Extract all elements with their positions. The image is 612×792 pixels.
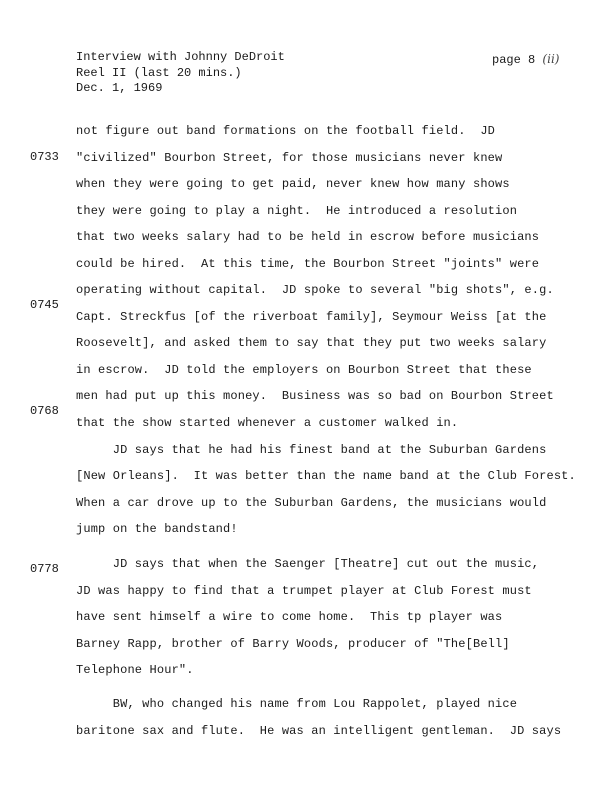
margin-timecode: 0745 bbox=[30, 298, 59, 312]
text-line: Barney Rapp, brother of Barry Woods, producer of "The[Bell] bbox=[76, 637, 510, 651]
header-interview-title: Interview with Johnny DeDroit bbox=[76, 50, 285, 64]
text-line: men had put up this money. Business was so bad on Bourbon Street bbox=[76, 389, 554, 403]
page-label: page 8 bbox=[492, 53, 536, 67]
text-line: operating without capital. JD spoke to several "big shots", e.g. bbox=[76, 283, 554, 297]
text-line: that the show started whenever a customer walked in. bbox=[76, 416, 459, 430]
document-header bbox=[76, 50, 285, 97]
text-line: "civilized" Bourbon Street, for those musicians never knew bbox=[76, 151, 503, 165]
page-number bbox=[492, 52, 559, 67]
text-line: [New Orleans]. It was better than the name band at the Club Forest. bbox=[76, 469, 576, 483]
text-line: they were going to play a night. He introduced a resolution bbox=[76, 204, 518, 218]
text-line: when they were going to get paid, never knew how many shows bbox=[76, 177, 510, 191]
header-date: Dec. 1, 1969 bbox=[76, 81, 163, 95]
margin-timecode: 0733 bbox=[30, 150, 59, 164]
header-reel: Reel II (last 20 mins.) bbox=[76, 65, 242, 80]
text-line: JD says that he had his finest band at the Suburban Gardens bbox=[76, 443, 547, 457]
margin-timecode: 0778 bbox=[30, 562, 59, 576]
text-line: JD says that when the Saenger [Theatre] cut out the music, bbox=[76, 557, 540, 571]
text-line: have sent himself a wire to come home. This tp player was bbox=[76, 610, 503, 624]
text-line: JD was happy to find that a trumpet player at Club Forest must bbox=[76, 584, 532, 598]
text-line: that two weeks salary had to be held in escrow before musicians bbox=[76, 230, 540, 244]
text-line: baritone sax and flute. He was an intelligent gentleman. JD says bbox=[76, 724, 562, 738]
text-line: Telephone Hour". bbox=[76, 663, 194, 677]
text-line: not figure out band formations on the football field. JD bbox=[76, 124, 496, 138]
handwritten-page-number: (ii) bbox=[542, 52, 560, 66]
text-line: in escrow. JD told the employers on Bourbon Street that these bbox=[76, 363, 532, 377]
margin-timecode: 0768 bbox=[30, 404, 59, 418]
text-line: Roosevelt], and asked them to say that they put two weeks salary bbox=[76, 336, 547, 350]
text-line: When a car drove up to the Suburban Gardens, the musicians would bbox=[76, 496, 547, 510]
text-line: jump on the bandstand! bbox=[76, 522, 238, 536]
text-line: BW, who changed his name from Lou Rappolet, played nice bbox=[76, 697, 518, 711]
text-line: Capt. Streckfus [of the riverboat family], Seymour Weiss [at the bbox=[76, 310, 547, 324]
text-line: could be hired. At this time, the Bourbon Street "joints" were bbox=[76, 257, 540, 271]
